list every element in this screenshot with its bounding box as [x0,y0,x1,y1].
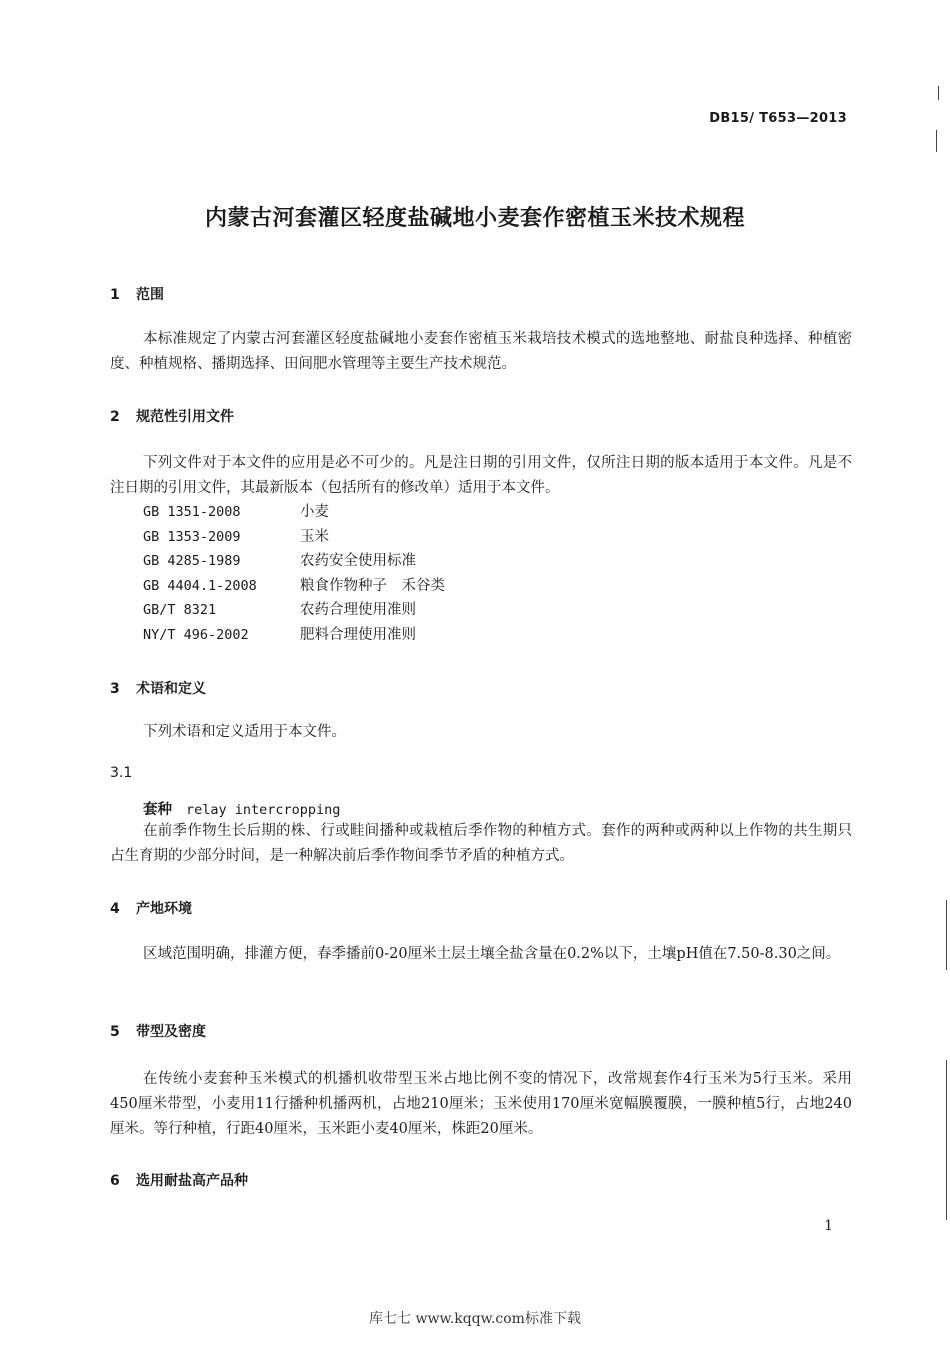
section-number: 5 [110,1024,120,1040]
section-5-heading [110,1021,206,1041]
scan-artifact [936,130,937,152]
section-number: 4 [110,901,120,917]
section-number: 2 [110,409,120,425]
section-title: 带型及密度 [136,1024,206,1040]
section-6-heading [110,1170,248,1190]
reference-code: GB/T 8321 [143,602,217,618]
reference-name: 粮食作物种子 禾谷类 [300,577,445,594]
document-title: 内蒙古河套灌区轻度盐碱地小麦套作密植玉米技术规程 [204,206,745,231]
page-number: 1 [824,1218,833,1234]
reference-row [143,623,445,648]
scan-artifact [946,1060,947,1220]
scan-artifact [946,900,947,970]
term-english: relay intercropping [186,802,341,818]
reference-name: 肥料合理使用准则 [300,626,416,643]
section-3-paragraph: 下列术语和定义适用于本文件。 [143,724,346,740]
reference-code: NY/T 496-2002 [143,626,249,643]
section-title: 术语和定义 [136,681,206,697]
reference-code: GB 4404.1-2008 [143,577,257,594]
section-4-paragraph: 区域范围明确，排灌方便，春季播前0-20厘米土层土壤全盐含量在0.2%以下，土壤pH值在7.50-8.30之间。 [143,946,841,962]
footer-watermark: 库七七 www.kqqw.com标准下载 [369,1311,581,1327]
scan-artifact [938,86,939,100]
reference-name: 农药合理使用准则 [300,602,416,618]
reference-row [143,525,445,550]
section-number: 3 [110,681,120,697]
standard-code: DB15/ T653—2013 [709,111,847,126]
section-1-paragraph: 本标准规定了内蒙古河套灌区轻度盐碱地小麦套作密植玉米栽培技术模式的选地整地、耐盐良种选择、种植密度、种植规格、播期选择、田间肥水管理等主要生产技术规范。 [110,331,852,372]
reference-name: 玉米 [300,528,329,545]
term-chinese: 套种 [143,802,172,818]
reference-row [143,574,445,599]
section-1-heading [110,284,164,304]
section-title: 选用耐盐高产品种 [136,1173,248,1189]
section-4-heading [110,898,192,918]
reference-name: 农药安全使用标准 [300,553,416,569]
term-definition: 在前季作物生长后期的株、行或畦间播种或栽植后季作物的种植方式。套作的两种或两种以上作物的共生期只占生育期的少部分时间，是一种解决前后季作物间季节矛盾的种植方式。 [110,823,852,864]
section-number: 1 [110,287,120,303]
reference-name: 小麦 [300,504,329,520]
section-2-heading [110,406,234,426]
reference-row [143,549,445,574]
section-2-paragraph: 下列文件对于本文件的应用是必不可少的。凡是注日期的引用文件，仅所注日期的版本适用于本文件。凡是不注日期的引用文件，其最新版本（包括所有的修改单）适用于本文件。 [110,455,852,496]
reference-code: GB 1351-2008 [143,504,241,520]
section-number: 6 [110,1173,120,1189]
section-title: 范围 [136,287,164,303]
reference-code: GB 4285-1989 [143,553,241,569]
reference-row [143,500,445,525]
reference-code: GB 1353-2009 [143,528,241,545]
normative-references-list [143,500,445,647]
section-3-heading [110,678,206,698]
section-title: 规范性引用文件 [136,409,234,425]
term-heading [143,798,340,819]
reference-row [143,598,445,623]
term-number: 3.1 [110,765,133,781]
section-5-paragraph: 在传统小麦套种玉米模式的机播机收带型玉米占地比例不变的情况下，改常规套作4行玉米为5行玉米。采用450厘米带型，小麦用11行播种机播两机，占地210厘米；玉米使用170厘米宽幅膜覆膜，一膜种植5行，占地240厘米。等行种植，行距40厘米，玉米距小麦40厘米，株距20厘米。 [110,1071,852,1137]
section-title: 产地环境 [136,901,192,917]
